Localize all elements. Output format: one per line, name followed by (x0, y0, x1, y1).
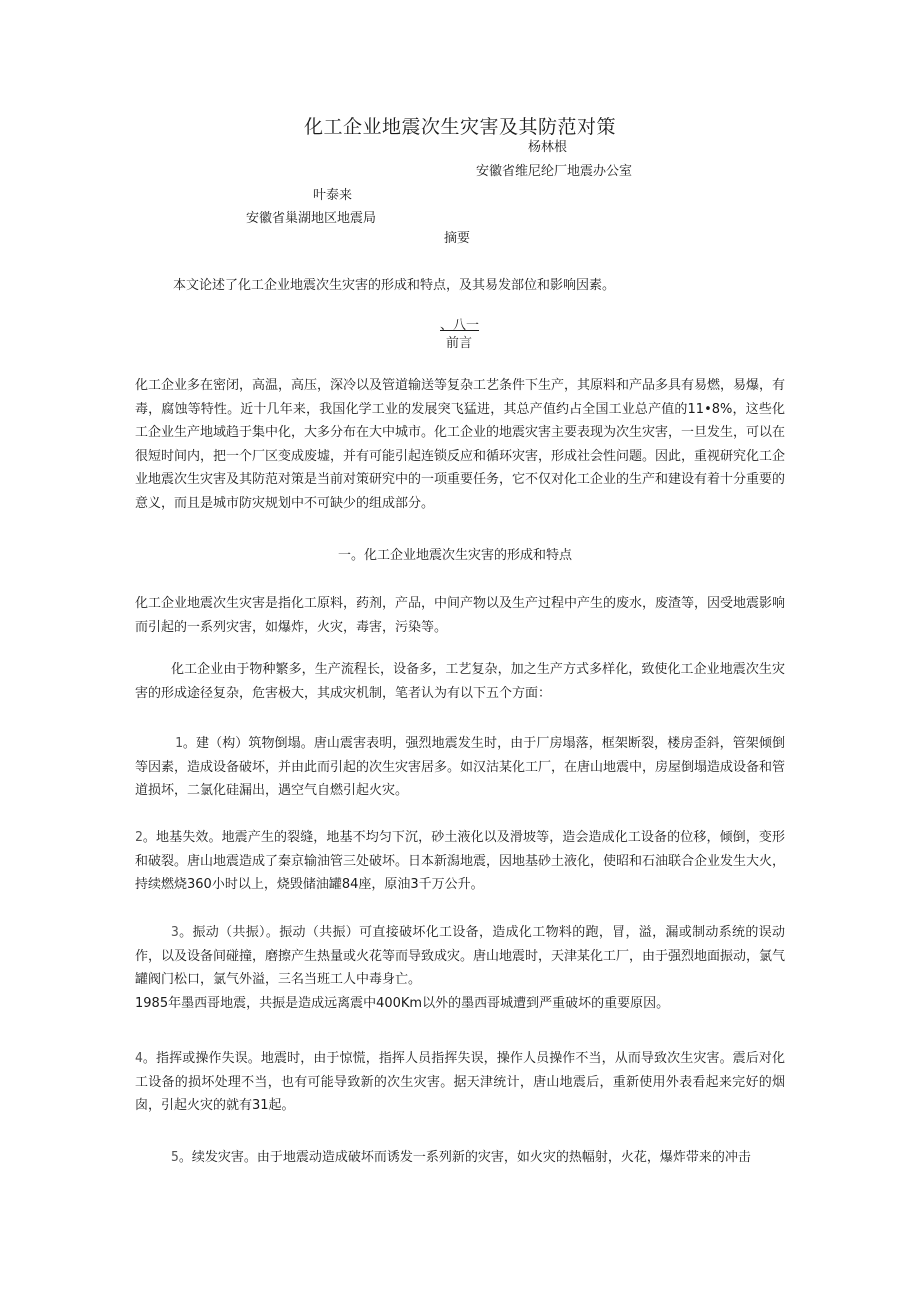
preface-paragraph: 化工企业多在密闭，高温，高压，深冷以及管道输送等复杂工艺条件下生产，其原料和产品多具有易燃，易爆，有毒，腐蚀等特性。近十几年来，我国化学工业的发展突飞猛进，其总产值约占全国工业总产值的11•8%，这些化工企业生产地域趋于集中化，大多分布在大中城市。化工企业的地震灾害主要表现为次生灾害，一旦发生，可以在很短时间内，把一个厂区变成废墟，并有可能引起连锁反应和循环灾害，形成社会性问题。因此，重视研究化工企业地震次生灾害及其防范对策是当前对策研究中的一项重要任务，它不仅对化工企业的生产和建设有着十分重要的意义，而且是城市防灾规划中不可缺少的组成部分。 (135, 378, 786, 511)
item-4-text: 。指挥或操作失误。地震时，由于惊慌，指挥人员指挥失误，操作人员操作不当，从而导致次生灾害。震后对化工设备的损坏处理不当，也有可能导致新的次生灾害。据天津统计，唐山地震后，重新使用外表看起来完好的烟囱，引起火灾的就有31起。 (135, 1051, 785, 1113)
item-3-number: 3 (171, 925, 179, 940)
item-3-continuation: 1985年墨西哥地震，共振是造成远离震中400Km以外的墨西哥城遭到严重破坏的重要原因。 (135, 996, 670, 1011)
abstract-text: 本文论述了化工企业地震次生灾害的形成和特点，及其易发部位和影响因素。 (173, 278, 616, 293)
section-1-paragraph-2: 化工企业由于物种繁多，生产流程长，设备多，工艺复杂，加之生产方式多样化，致使化工企业地震次生灾害的形成途径复杂，危害极大，其成灾机制，笔者认为有以下五个方面： (135, 662, 785, 701)
abstract-heading: 摘要 (444, 231, 471, 246)
item-1-number: 1 (175, 736, 183, 751)
section-1-heading: 一。化工企业地震次生灾害的形成和特点 (338, 548, 573, 563)
item-2-number: 2 (135, 830, 143, 845)
author-2-affiliation: 安徽省巢湖地区地震局 (246, 211, 377, 226)
item-2 (135, 826, 785, 897)
item-5 (135, 1146, 785, 1170)
item-5-number: 5 (171, 1150, 179, 1165)
section-1-paragraph-1: 化工企业地震次生灾害是指化工原料，药剂，产品，中间产物以及生产过程中产生的废水，废渣等，因受地震影响而引起的一系列灾害，如爆炸，火灾，毒害，污染等。 (135, 596, 786, 635)
item-1 (135, 732, 785, 803)
item-2-text: 。地基失效。地震产生的裂缝，地基不均匀下沉，砂土液化以及滑坡等，造会造成化工设备的位移，倾倒，变形和破裂。唐山地震造成了秦京输油管三处破坏。日本新潟地震，因地基砂土液化，使昭和石油联合企业发生大火，持续燃烧360小时以上，烧毁储油罐84座，原油3千万公升。 (135, 830, 786, 892)
document-title: 化工企业地震次生灾害及其防范对策 (303, 116, 616, 138)
preface-heading: 前言 (446, 336, 473, 351)
author-1-affiliation: 安徽省维尼纶厂地震办公室 (476, 164, 633, 179)
item-3-text: 。振动（共振）。振动（共振）可直接破坏化工设备，造成化工物料的跑，冒，溢，漏或制动系统的误动作，以及设备间碰撞，磨擦产生热量或火花等而导致成灾。唐山地震时，天津某化工厂，由于强烈地面振动，氯气罐阀门松口，氯气外溢，三名当班工人中毒身亡。 (135, 925, 786, 987)
item-4-number: 4 (135, 1051, 143, 1066)
author-1-name: 杨林根 (528, 140, 568, 155)
author-2-name: 叶泰来 (313, 188, 353, 203)
item-3 (135, 921, 785, 992)
section-marker: 、八一 (440, 318, 480, 333)
item-1-text: 。建（构）筑物倒塌。唐山震害表明，强烈地震发生时，由于厂房塌落，框架断裂，楼房歪斜，管架倾倒等因素，造成设备破坏，并由此而引起的次生灾害居多。如汉沽某化工厂，在唐山地震中，房屋倒塌造成设备和管道损坏，二氯化硅漏出，遇空气自燃引起火灾。 (135, 736, 786, 798)
item-4 (135, 1047, 785, 1118)
item-5-text: 。续发灾害。由于地震动造成破坏而诱发一系列新的灾害，如火灾的热幅射，火花，爆炸带来的冲击 (178, 1150, 751, 1165)
